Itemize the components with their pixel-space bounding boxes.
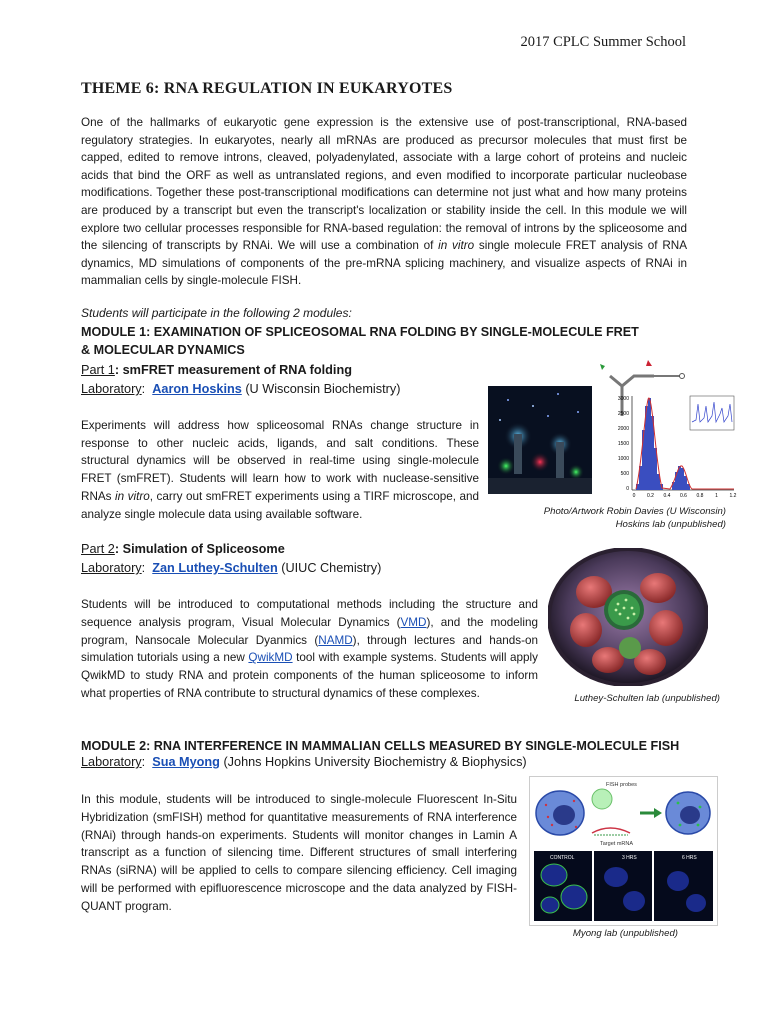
6hrs-panel-label: 6 HRS [682, 855, 697, 861]
part1-desc-italic: in vitro [115, 489, 150, 503]
histogram-x-tick-label: 0 [632, 493, 636, 498]
3hrs-panel-label: 3 HRS [622, 855, 637, 861]
module2-title: MODULE 2: RNA INTERFERENCE IN MAMMALIAN CELLS MEASURED BY SINGLE-MOLECULE FISH [81, 739, 680, 753]
smfish-figure [529, 776, 718, 926]
control-panel-label: CONTROL [550, 855, 575, 861]
part1-description [81, 417, 479, 523]
part2-lab-affil: (UIUC Chemistry) [277, 561, 382, 575]
spliceosome-simulation-image [548, 548, 708, 686]
module1-title-line1: MODULE 1: EXAMINATION OF SPLICEOSOMAL RNA FOLDING BY SINGLE-MOLECULE FRET [81, 325, 639, 339]
intro-paragraph [81, 114, 687, 290]
intro-text-b: single molecule FRET analysis of RNA dynamics, MD simulations of components of the pre-mRNA splicing machinery, and visualize aspects of RNAi in mammalian cells by single-molecule FISH. [81, 239, 687, 288]
part1-heading [81, 361, 352, 380]
part1-caption-line2: Hoskins lab (unpublished) [615, 519, 726, 530]
histogram-x-tick-label: 1 [715, 493, 718, 498]
part2-lab-line: Laboratory: Zan Luthey-Schulten (UIUC Chemistry) [81, 561, 382, 575]
module2-caption: Myong lab (unpublished) [572, 928, 678, 939]
lab-link-myong[interactable]: Sua Myong [152, 755, 220, 769]
part2-desc-d: tool with example systems. Students will apply QwikMD to study RNA and protein components of the human spliceosome to inform what properties of RNA contribute to structural dynamics of these complexes. [81, 651, 538, 700]
part2-label: Part 2 [81, 542, 115, 556]
histogram-y-tick-label: 0 [626, 486, 629, 492]
module2-lab-label: Laboratory [81, 755, 142, 769]
histogram-y-ticks [618, 396, 629, 492]
part2-desc-a: Students will be introduced to computational methods including the structure and sequence analysis program, Visual Molecular Dynamics ( [81, 598, 538, 629]
histogram-x-tick-label: 1.2 [729, 493, 737, 498]
histogram-y-tick-label: 3000 [617, 396, 629, 402]
part2-desc-c: ), through lectures and hands-on simulation tutorials using a new [81, 633, 538, 665]
part2-desc-b: ), and the modeling program, Nansocale Molecular Dyanmics ( [81, 615, 538, 647]
participate-note: Students will participate in the following 2 modules: [81, 306, 352, 320]
module2-lab-affil: (Johns Hopkins University Biochemistry & Biophysics) [219, 755, 527, 769]
part1-caption-line1: Photo/Artwork Robin Davies (U Wisconsin) [543, 506, 726, 517]
module2-lab-line: Laboratory: Sua Myong (Johns Hopkins University Biochemistry & Biophysics) [81, 755, 527, 769]
namd-link[interactable]: NAMD [318, 633, 353, 647]
lab-link-luthey-schulten[interactable]: Zan Luthey-Schulten [152, 561, 278, 575]
microscope-photo-art [488, 386, 592, 494]
intro-text-a: One of the hallmarks of eukaryotic gene expression is the extensive use of post-transcriptional, RNA-based regulatory strategies. In eukaryotes, nearly all mRNAs are produced as precursor molecules that must first be capped, edited to remove introns, cleaved, polyadenylated, associate with a large cohort of proteins and nucleic acids that bind the ORF as well as untranslated regions, and even modified to incorporate particular nucleobase modifications. Together these post-transcriptional modifications can determine not just what and how many proteins are produced by a transcript but even the transcript's localization or stability inside the cell. In this module we will explore two cellular processes responsible for RNA-based regulation: the removal of introns by the spliceosome and the silencing of transcripts by RNAi. We will use a combination of [81, 116, 687, 253]
part1-desc-b: , carry out smFRET experiments using a TIRF microscope, and analyze single molecule data using available software. [81, 489, 479, 521]
vmd-link[interactable]: VMD [400, 615, 427, 629]
part1-lab-line: Laboratory: Aaron Hoskins (U Wisconsin Biochemistry) [81, 382, 401, 396]
histogram-x-tick-label: 0.6 [680, 493, 687, 498]
lab-link-hoskins[interactable]: Aaron Hoskins [152, 382, 242, 396]
microscope-photo [488, 386, 592, 494]
smfret-histogram-art [596, 356, 744, 498]
module1-title-line2: & MOLECULAR DYNAMICS [81, 343, 245, 357]
histogram-x-tick-label: 0.2 [647, 493, 654, 498]
histogram-x-tick-label: 0.8 [696, 493, 704, 498]
part1-caption [544, 505, 726, 531]
module2-description: In this module, students will be introduced to single-molecule Fluorescent In-Situ Hybridization (smFISH) method for quantitative measurements of RNA interference (RNAi) through hands-on experiments. Students will monitor changes in Lamin A transcript as a function of silencing time. Different structures of small interfering RNAs (siRNA) will be applied to cells to compare silencing efficiency. Cell imaging will be performed with epifluorescence microscope and the data analyzed by FISH-QUANT program. [81, 793, 517, 913]
spliceosome-simulation-art [548, 548, 708, 686]
histogram-x-tick-label: 0.4 [663, 493, 671, 498]
part2-description [81, 596, 538, 703]
part1-desc-a: Experiments will address how spliceosomal RNAs change structure in response to other nucleic acids, ligands, and salt conditions. These structural dynamics will be observed in real-time using single-molecule FRET (smFRET). Students will learn how to work with nuclease-sensitive RNAs [81, 419, 479, 503]
part1-title: : smFRET measurement of RNA folding [114, 363, 352, 377]
target-mrna-label: Target mRNA [600, 841, 634, 847]
part1-label: Part 1 [81, 363, 115, 377]
page-header: 2017 CPLC Summer School [520, 34, 686, 50]
part2-heading [81, 540, 285, 559]
theme-title: THEME 6: RNA REGULATION IN EUKARYOTES [81, 80, 453, 97]
histogram-y-tick-label: 1500 [617, 441, 629, 447]
smfish-figure-art [530, 777, 717, 925]
smfret-histogram [596, 356, 744, 498]
part2-title: : Simulation of Spliceosome [114, 542, 285, 556]
histogram-y-tick-label: 2500 [617, 411, 629, 417]
module1-title [81, 323, 639, 359]
histogram-y-tick-label: 500 [620, 471, 629, 477]
part1-lab-label: Laboratory [81, 382, 142, 396]
fish-probes-label: FISH probes [606, 782, 637, 788]
part2-lab-label: Laboratory [81, 561, 142, 575]
histogram-y-tick-label: 1000 [617, 456, 629, 462]
qwikmd-link[interactable]: QwikMD [248, 651, 293, 665]
histogram-x-ticks [633, 493, 737, 498]
part1-lab-affil: (U Wisconsin Biochemistry) [241, 382, 401, 396]
part2-caption: Luthey-Schulten lab (unpublished) [574, 693, 720, 704]
intro-italic: in vitro [438, 239, 475, 253]
histogram-y-tick-label: 2000 [617, 426, 629, 432]
